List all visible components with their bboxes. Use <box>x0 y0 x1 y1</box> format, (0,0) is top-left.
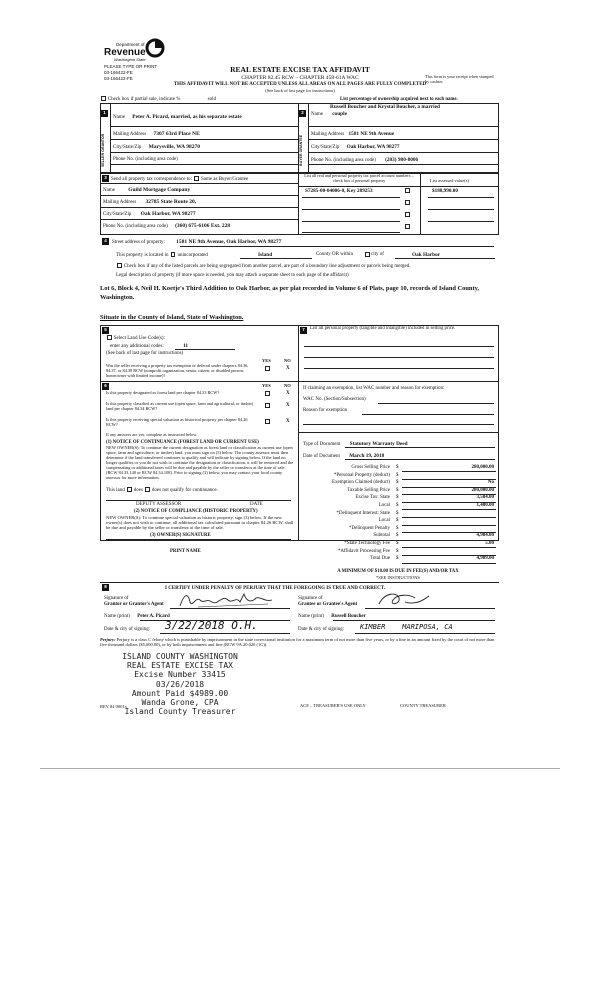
corr-phone-row <box>103 223 230 230</box>
wac-label: WAC No. (Section/Subsection) <box>303 397 366 402</box>
does-not-label: does not qualify for continuance. <box>151 488 218 493</box>
print-name-label: PRINT NAME <box>170 549 201 554</box>
section6-q3-yes-checkbox[interactable] <box>264 419 271 426</box>
parcels-heading: List all real and personal property tax parcel account numbers – check box if personal property <box>304 173 414 183</box>
correspondence-label: Send all property tax correspondence to: <box>111 177 192 182</box>
located-row <box>116 252 208 259</box>
tax-line-dollar: $ <box>396 502 399 508</box>
section-7-number: 7 <box>300 327 307 334</box>
corr-address: 32785 State Route 20, <box>145 199 197 205</box>
parcel-checkbox-2[interactable] <box>404 200 411 207</box>
seller-name: Peter A. Picard, married, as his separate estate <box>132 114 242 120</box>
stamp-line4: 03/26/2018 <box>155 679 205 689</box>
tax-line-dollar: $ <box>396 510 399 516</box>
dept-line3: Washington State <box>114 57 146 62</box>
tax-line <box>300 533 496 541</box>
treasurer-use-only: ACE – TREASURER'S USE ONLY <box>300 703 366 708</box>
tax-line <box>300 556 496 564</box>
grantor-signature <box>178 590 278 610</box>
city-of-label: city of <box>371 252 384 257</box>
buyer-city: Oak Harbor, WA 98277 <box>346 144 400 150</box>
stamp-line2: REAL ESTATE EXCISE TAX <box>127 661 233 671</box>
doc-date: March 19, 2018 <box>349 453 385 459</box>
street-address: 1581 NE 9th Avenue, Oak Harbor, WA 98277 <box>176 239 282 245</box>
segregation-checkbox[interactable] <box>117 263 122 268</box>
tax-line-value: 280,000.00 <box>471 487 494 493</box>
buyer-address-label: Mailing Address <box>311 132 345 137</box>
tax-line-label: Excise Tax: State <box>355 495 390 501</box>
tax-line <box>300 541 496 549</box>
perjury-text: Perjury is a class C felony which is punishable by imprisonment in the state correctional institution for a maximum term of not more than five years, or by a fine in an amount fixed by the court of not more than five thousand dollars ($5,000.00), or by both imprisonment and fine (RCW 9A.20.020 (1C)). <box>100 637 495 648</box>
buyer-name-line1: Russell Boucher and Krystal Boucher, a married <box>330 104 440 110</box>
section-4-number: 4 <box>102 238 109 245</box>
reason-label: Reason for exemption <box>303 408 348 413</box>
county-value: Island <box>258 252 273 258</box>
correspondence-row <box>111 176 248 183</box>
county-label: County OR within <box>316 252 353 257</box>
grantee-name: Russell Boucher <box>331 614 366 619</box>
grantor-sig-label2: Grantor or Grantor's Agent <box>104 602 164 607</box>
form-number-1: 03-166422-FE <box>104 70 133 75</box>
seller-city-row <box>113 144 200 151</box>
corr-city-row <box>103 211 196 218</box>
legal-label: Legal description of property (if more space is needed, you may attach a separate sheet to each page of the affidavit) <box>116 273 349 278</box>
grantor-name-label: Name (print) <box>104 614 130 619</box>
corr-address-label: Mailing Address <box>103 200 137 205</box>
grantor-date: 3/22/2018 O.H. <box>165 619 258 632</box>
seller-name-label: Name <box>113 115 125 120</box>
section5-yes-header: YES <box>262 358 271 363</box>
please-type: PLEASE TYPE OR PRINT <box>104 64 158 69</box>
grantee-sig-label2: Grantee or Grantee's Agent <box>298 602 358 607</box>
tax-line-dollar: $ <box>396 465 399 470</box>
corr-name-row <box>103 187 190 194</box>
section6-if-yes: If any answers are yes, complete as instructed below. <box>106 432 198 437</box>
doc-type-label: Type of Document <box>303 442 341 447</box>
tax-line-label: Gross Selling Price <box>351 465 390 470</box>
tax-line-value: No <box>487 480 494 486</box>
corr-phone-label: Phone No. (including area code) <box>103 224 168 229</box>
tax-line-label: Local <box>378 518 390 524</box>
tax-line-dollar: $ <box>396 556 399 562</box>
seller-phone-label: Phone No. (including area code) <box>113 157 178 162</box>
stamp-line1: ISLAND COUNTY WASHINGTON <box>122 652 238 661</box>
section-1-number: 1 <box>101 110 108 117</box>
buyer-city-label: City/State/Zip <box>311 145 340 150</box>
seller-name-row <box>113 114 242 121</box>
land-use-checkbox[interactable] <box>107 335 112 340</box>
stamp-line7: Island County Treasurer <box>124 707 236 717</box>
corr-name: Guild Mortgage Company <box>128 187 191 193</box>
notice1-body: NEW OWNER(S): To continue the current designation as forest land or classification as current use (open space, farm and agriculture, or timber) land, you must sign on (3) below. The county assessor must then determine if the land transferred continues to qualify and will indicate by signing below. If the land no longer qualifies or you do not wish to continue the designation or classification, it will be removed and the compensating or additional taxes will be due and payable by the seller or transferor at the time of sale. (RCW 84.33.140 or RCW 84.34.108). Prior to signing (3) below, you may contact your local county assessor for more information. <box>106 445 294 480</box>
section6-yes-header: YES <box>262 383 271 388</box>
tax-line-dollar: $ <box>396 525 399 531</box>
buyer-name-line2: couple <box>332 111 347 117</box>
dor-logo-icon <box>145 38 165 58</box>
buyer-side-label: BUYER GRANTEE <box>299 134 303 166</box>
sold-label: sold <box>207 97 216 102</box>
exemption-label: If claiming an exemption, list WAC number and reason for exemption: <box>303 386 445 391</box>
section-3-number: 3 <box>102 175 109 182</box>
form-number-2: 03-166422-FE <box>104 76 133 81</box>
grantee-date: KIMBER MARIPOSA, CA <box>360 623 453 631</box>
tax-line <box>300 473 496 481</box>
section6-q1-no-answer[interactable]: X <box>286 391 290 396</box>
perjury-label: Perjury: <box>100 637 116 642</box>
land-use-row <box>106 335 165 342</box>
continuance-row <box>106 487 218 494</box>
notice1-title: (1) NOTICE OF CONTINUANCE (FOREST LAND OR CURRENT USE) <box>106 440 259 445</box>
tax-line <box>300 488 496 496</box>
tax-line-label: Total Due <box>370 556 390 562</box>
tax-line-dollar: $ <box>396 548 399 554</box>
buyer-phone-row <box>311 157 418 164</box>
section6-q3: Is this property receiving special valuation as historical property per chapter 84.26 RCW? <box>106 417 248 427</box>
tax-line-label: Taxable Selling Price <box>347 487 390 493</box>
same-as-label: Same as Buyer/Grantee <box>200 177 249 182</box>
grantor-name-row <box>104 614 170 620</box>
buyer-address-row <box>311 131 394 138</box>
land-label: This land <box>106 488 125 493</box>
land-use-label: Select Land Use Code(s): <box>113 336 165 341</box>
deputy-assessor-label: DEPUTY ASSESSOR <box>136 502 182 507</box>
stamp-line3: Excise Number 33415 <box>134 670 226 680</box>
corr-phone: (360) 675-6106 Ext. 228 <box>175 223 231 229</box>
tax-line <box>300 495 496 503</box>
parcel-checkbox-4[interactable] <box>404 224 411 231</box>
tax-line-label: Local <box>378 502 390 508</box>
buyer-address: 1581 NE 9th Avenue <box>348 131 395 137</box>
section6-q3-no-answer[interactable]: X <box>286 419 290 424</box>
stamp-line6: Wanda Grone, CPA <box>141 697 219 707</box>
same-as-buyer-checkbox[interactable] <box>194 176 199 181</box>
parcel-checkbox-1[interactable] <box>404 188 411 195</box>
buyer-phone-label: Phone No. (including area code) <box>311 158 376 163</box>
street-row <box>112 239 281 246</box>
unincorporated-checkbox[interactable] <box>171 252 176 257</box>
corr-city: Oak Harbor, WA 98277 <box>140 211 196 217</box>
ownership-note: List percentage of ownership acquired next to each name. <box>340 97 458 102</box>
tax-line <box>300 511 496 519</box>
rev-number: REV 84 0001a <box>100 704 127 709</box>
seller-side-label: SELLER GRANTOR <box>101 133 105 167</box>
land-use-code: 11 <box>182 343 188 349</box>
does-label: does <box>133 488 143 493</box>
additional-codes-label: enter any additional codes: <box>110 344 164 349</box>
tax-line-dollar: $ <box>396 472 399 478</box>
tax-line-label: *Affidavit Processing Fee <box>337 548 390 554</box>
buyer-name-row <box>311 111 347 118</box>
tax-line-value: 3,584.00 <box>476 495 494 501</box>
dept-line2: Revenue <box>104 47 146 58</box>
notice2-title: (2) NOTICE OF COMPLIANCE (HISTORIC PROPERTY) <box>134 509 258 514</box>
seller-city-label: City/State/Zip <box>113 145 142 150</box>
partial-sale-checkbox[interactable] <box>101 96 106 101</box>
grantor-date-label: Date & city of signing: <box>104 627 151 632</box>
section5-no-header: NO <box>284 358 291 363</box>
partial-sale-label: Check box if partial sale, indicate % <box>107 97 181 102</box>
tax-line-value: 280,000.00 <box>471 465 494 470</box>
assessor-date-label: DATE <box>250 502 263 507</box>
grantor-name: Peter A. Picard <box>137 614 170 619</box>
certify-statement: I CERTIFY UNDER PENALTY OF PERJURY THAT THE FOREGOING IS TRUE AND CORRECT. <box>165 586 386 591</box>
corr-name-label: Name <box>103 188 115 193</box>
doc-type: Statutory Warranty Deed <box>349 441 408 447</box>
tax-line-value: 5.00 <box>485 540 494 546</box>
seller-address-label: Mailing Address <box>113 132 147 137</box>
tax-line-dollar: $ <box>396 540 399 546</box>
see-back-note: (See back of last page for instructions) <box>265 88 335 93</box>
tax-line <box>300 465 496 473</box>
seller-address: 7307 63rd Place NE <box>153 131 200 137</box>
seller-address-row <box>113 131 200 138</box>
parcel-checkbox-3[interactable] <box>404 212 411 219</box>
section5-yes-checkbox[interactable] <box>264 366 271 373</box>
receipt-note: This form is your receipt when stamped by cashier. <box>425 74 494 84</box>
legal-description: Lot 6, Block 4, Neil H. Koetje's Third Addition to Oak Harbor, as per plat recorded in Volume 6 of Plats, page 10, records of Island County, Washington. <box>100 285 480 301</box>
grantor-sig-label1: Signature of <box>104 596 129 601</box>
tax-line-label: *State Technology Fee <box>344 540 390 546</box>
grantee-name-row <box>298 614 366 620</box>
notice2-body: NEW OWNER(S): To continue special valuation as historic property, sign (3) below. If the new owner(s) does not wish to continue, all additional tax calculated pursuant to chapter 84.26 RCW, shall be due and payable by the seller or transferor at the time of sale. <box>106 515 294 531</box>
tax-line-dollar: $ <box>396 533 399 539</box>
section5-no-answer[interactable]: X <box>286 366 290 371</box>
section-2-number: 2 <box>299 110 306 117</box>
tax-line-label: Exemption Claimed (deduct) <box>331 480 390 486</box>
section6-q2: Is this property classified as current use (open space, farm and agricultural, or timber) land per chapter 84.34 RCW? <box>106 401 254 411</box>
within-checkbox[interactable] <box>364 252 371 259</box>
parcel-number: S7285-00-04006-0, Key 289253 <box>305 188 373 194</box>
minimum-note: A MINIMUM OF $10.00 IS DUE IN FEE(S) AND/OR TAX <box>337 569 459 574</box>
tax-line-label: *Delinquent Penalty <box>349 525 390 531</box>
grantee-sig-label1: Signature of <box>298 596 323 601</box>
grantee-date-label: Date & city of signing: <box>298 627 345 632</box>
form-chapter: CHAPTER 82.45 RCW – CHAPTER 458-61A WAC <box>241 75 359 81</box>
buyer-phone: (203) 980-8006 <box>385 157 419 163</box>
tax-line <box>300 518 496 526</box>
form-warning: THIS AFFIDAVIT WILL NOT BE ACCEPTED UNLESS ALL AREAS ON ALL PAGES ARE FULLY COMPLETED <box>173 82 427 87</box>
doc-date-label: Date of Document <box>303 454 340 459</box>
assessed-heading: List assessed value(s) <box>430 178 469 183</box>
does-checkbox[interactable] <box>127 487 132 492</box>
tax-line-dollar: $ <box>396 518 399 524</box>
tax-line <box>300 549 496 557</box>
grantee-name-label: Name (print) <box>298 614 324 619</box>
section-6-number: 6 <box>102 383 109 390</box>
buyer-city-row <box>311 144 400 151</box>
grantee-signature <box>375 590 435 608</box>
tax-line-dollar: $ <box>396 487 399 493</box>
street-label: Street address of property: <box>112 240 165 245</box>
section6-q1: Is this property designated as forest land per chapter 84.33 RCW? <box>106 390 220 395</box>
located-label: This property is located in <box>116 253 169 258</box>
situate-line: Situate in the County of Island, State of Washington. <box>100 314 244 321</box>
tax-line <box>300 480 496 488</box>
seller-city: Marysville, WA 98270 <box>148 144 200 150</box>
treasurer-stamp <box>105 652 255 716</box>
tax-line-label: Subtotal <box>373 533 390 539</box>
segregation-note: Check box if any of the listed parcels are being segregated from another parcel, are part of a boundary line adjustment or parcels being merged. <box>123 264 411 269</box>
section-5-number: 5 <box>102 327 109 334</box>
personal-property-label: List all personal property (tangible and intangible) included in selling price. <box>310 326 456 331</box>
stamp-line5: Amount Paid $4989.00 <box>131 688 229 698</box>
section6-no-header: NO <box>284 383 291 388</box>
form-title: REAL ESTATE EXCISE TAX AFFIDAVIT <box>230 65 370 74</box>
owner-signature-label: (3) OWNER(S) SIGNATURE <box>150 533 211 538</box>
county-treasurer-label: COUNTY TREASURER <box>400 703 446 708</box>
does-not-checkbox[interactable] <box>145 487 150 492</box>
unincorporated-label: unincorporated <box>177 253 208 258</box>
section5-see-back: (See back of last page for instructions) <box>106 351 184 356</box>
tax-lines <box>300 465 496 564</box>
assessed-value: $188,990.00 <box>432 188 458 194</box>
section6-q2-yes-checkbox[interactable] <box>264 403 271 410</box>
corr-city-label: City/State/Zip <box>103 212 132 217</box>
city-value: Oak Harbor <box>412 252 441 258</box>
section6-q2-no-answer[interactable]: X <box>286 403 290 408</box>
segregation-row <box>116 263 411 270</box>
section-8-number: 8 <box>102 584 109 591</box>
tax-line-value: 4,989.00 <box>476 556 494 562</box>
partial-sale-row <box>100 96 216 103</box>
buyer-name-label: Name <box>311 112 323 117</box>
section6-q1-yes-checkbox[interactable] <box>264 391 271 398</box>
tax-line <box>300 526 496 534</box>
perjury-notice <box>100 637 500 648</box>
tax-line-dollar: $ <box>396 480 399 486</box>
tax-line-label: *Personal Property (deduct) <box>333 472 390 478</box>
tax-line-value: 1,400.00 <box>476 502 494 508</box>
section5-question: Was the seller receiving a property tax exemption or deferral under chapters 84.36, 84.37, or 84.38 RCW (nonprofit organization, senior citizen, or disabled person, homeowner with limited income)? <box>106 363 249 378</box>
tax-line-value: 4,984.00 <box>476 533 494 539</box>
see-instructions: *SEE INSTRUCTIONS <box>376 575 420 580</box>
corr-address-row <box>103 199 196 206</box>
tax-line <box>300 503 496 511</box>
tax-line-label: *Delinquent Interest: State <box>336 510 390 516</box>
tax-line-dollar: $ <box>396 495 399 501</box>
dept-line1: Department of <box>116 42 145 47</box>
